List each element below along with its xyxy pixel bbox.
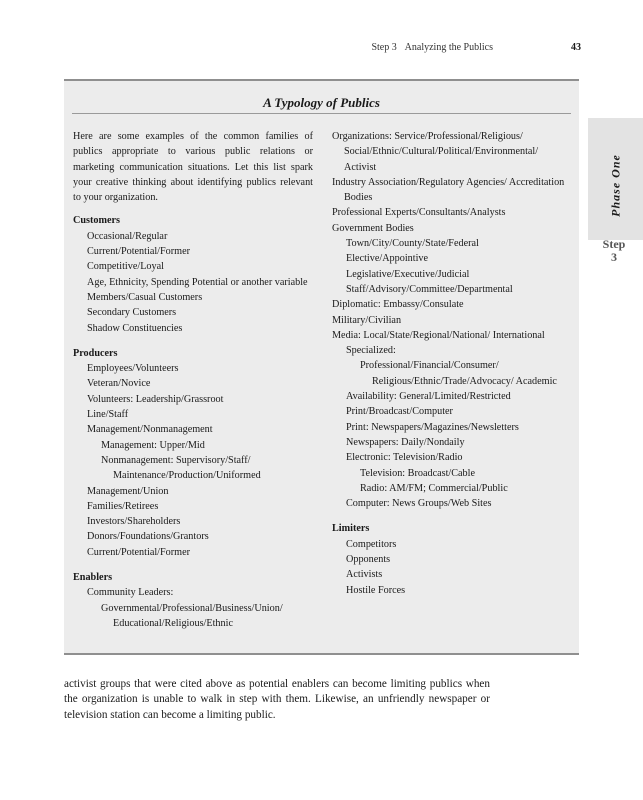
body-paragraph: activist groups that were cited above as potential enablers can become limiting publics when the organization is unable to walk in step with them. Likewise, an unfriendly newspaper or television station can become a limiting public. (64, 678, 490, 721)
list-subitem: Specialized: (346, 345, 396, 357)
box-title: A Typology of Publics (263, 95, 380, 110)
running-head-step: Step 3 (371, 42, 397, 53)
list-item: Competitors (346, 538, 397, 550)
list-item: Opponents (346, 554, 391, 566)
enablers-heading: Enablers (73, 572, 113, 584)
step-word: Step (602, 237, 626, 251)
right-column (332, 129, 572, 598)
step-number: 3 (611, 250, 617, 264)
running-head-title: Analyzing the Publics (404, 42, 493, 53)
list-item: Secondary Customers (87, 307, 177, 319)
list-item: Shadow Constituencies (87, 322, 183, 334)
phase-label (606, 148, 626, 228)
list-item: Investors/Shareholders (87, 516, 181, 528)
running-head (371, 42, 493, 53)
list-subitem: Television: Broadcast/Cable (360, 467, 475, 479)
customers-heading: Customers (73, 215, 120, 227)
list-subitem: Print/Broadcast/Computer (346, 406, 453, 418)
list-subitem: Radio: AM/FM; Commercial/Public (360, 482, 508, 494)
list-subitem: Town/City/County/State/Federal (346, 238, 479, 250)
list-item: Donors/Foundations/Grantors (87, 531, 209, 543)
list-subitem: Computer: News Groups/Web Sites (346, 498, 492, 510)
list-item: Diplomatic: Embassy/Consulate (332, 299, 464, 311)
page-number: 43 (571, 42, 581, 53)
list-subitem: Availability: General/Limited/Restricted (346, 391, 511, 403)
step-label (588, 238, 640, 264)
list-item: Organizations: Service/Professional/Religious/ Social/Ethnic/Cultural/Political/Environmental/ Activist (332, 131, 539, 173)
list-item: Occasional/Regular (87, 230, 168, 242)
phase-tab (588, 118, 643, 240)
list-subitem: Print: Newspapers/Magazines/Newsletters (346, 421, 519, 433)
producers-heading: Producers (73, 347, 118, 359)
list-subitem: Newspapers: Daily/Nondaily (346, 436, 465, 448)
phase-label-text: Phase One (608, 154, 623, 217)
list-item: Age, Ethnicity, Spending Potential or another variable (87, 276, 308, 288)
list-item: Families/Retirees (87, 500, 159, 512)
list-subitem: Professional/Financial/Consumer/ Religious/Ethnic/Trade/Advocacy/ Academic (360, 360, 557, 387)
limiters-heading: Limiters (332, 523, 370, 535)
list-subitem: Management: Upper/Mid (101, 439, 205, 451)
list-item: Employees/Volunteers (87, 363, 179, 375)
running-header (0, 42, 643, 58)
list-item: Current/Potential/Former (87, 546, 190, 558)
list-item: Competitive/Loyal (87, 261, 164, 273)
list-item: Line/Staff (87, 409, 129, 421)
list-subitem: Staff/Advisory/Committee/Departmental (346, 283, 513, 295)
list-item: Current/Potential/Former (87, 246, 190, 258)
list-item: Veteran/Novice (87, 378, 151, 390)
list-item: Activists (346, 569, 383, 581)
list-subitem: Elective/Appointive (346, 253, 429, 265)
list-item: Government Bodies (332, 222, 414, 234)
list-item: Hostile Forces (346, 584, 406, 596)
title-rule (72, 113, 571, 114)
list-item: Professional Experts/Consultants/Analysts (332, 207, 506, 219)
list-subitem: Legislative/Executive/Judicial (346, 268, 470, 280)
list-item: Management/Union (87, 485, 169, 497)
list-item: Volunteers: Leadership/Grassroot (87, 393, 224, 405)
list-item: Media: Local/State/Regional/National/ International (332, 329, 545, 341)
list-item: Community Leaders: (87, 587, 174, 599)
list-subitem: Nonmanagement: Supervisory/Staff/ Maintenance/Production/Uniformed (101, 454, 261, 482)
list-item: Military/Civilian (332, 314, 402, 326)
intro-paragraph: Here are some examples of the common families of publics appropriate to various public relations or marketing communication situations. Let this list spark your creative thinking about identifying publics relevant to your organization. (73, 131, 313, 204)
list-item: Management/Nonmanagement (87, 424, 213, 436)
list-subitem: Electronic: Television/Radio (346, 452, 463, 464)
list-item: Industry Association/Regulatory Agencies/ Accreditation Bodies (332, 176, 565, 204)
list-subitem: Governmental/Professional/Business/Union/ Educational/Religious/Ethnic (101, 602, 283, 629)
left-column (73, 129, 313, 631)
typology-box (64, 79, 579, 655)
list-item: Members/Casual Customers (87, 291, 203, 303)
